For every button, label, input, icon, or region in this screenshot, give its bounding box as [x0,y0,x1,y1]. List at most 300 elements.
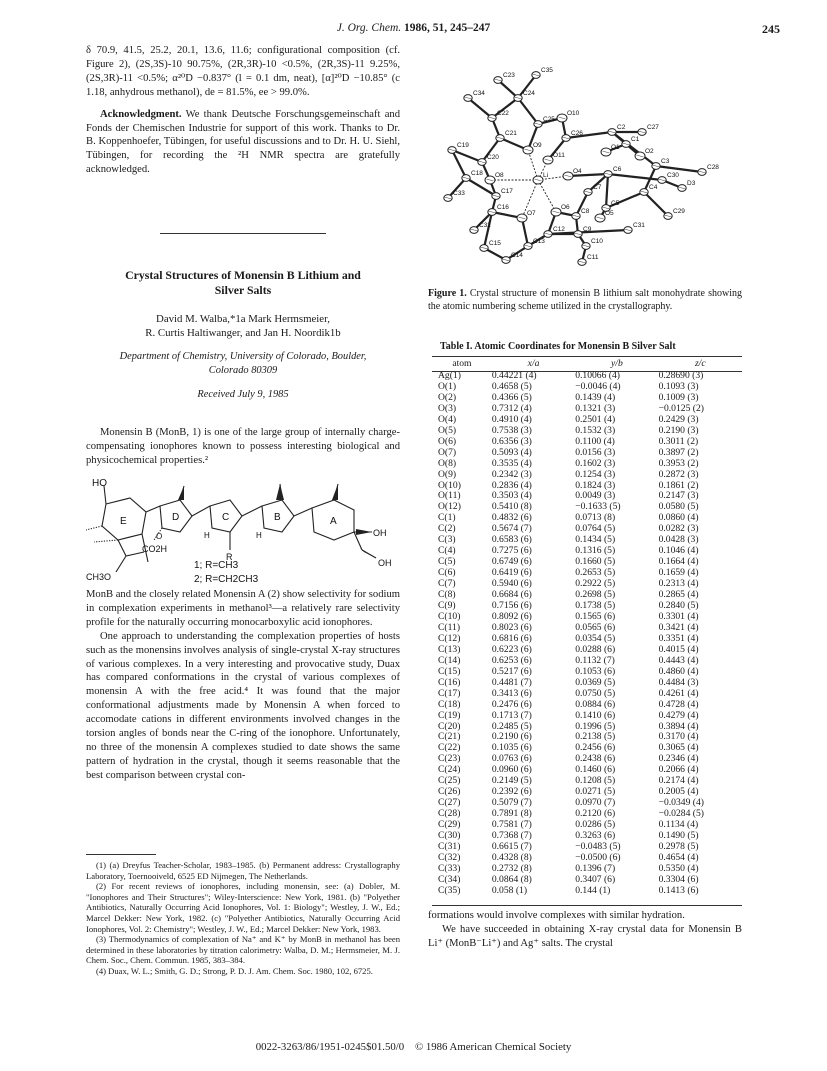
y-cell: −0.1633 (5) [575,501,621,513]
x-cell: 0.6749 (6) [491,556,532,568]
footnote-3: (3) Thermodynamics of complexation of Na⁺ and K⁺ by MonB in methanol has been determined in these laboratories by titration calorimetry: Walba, D. M.; Hermsmeier, M. J. Chem. Soc., Chem. Commun. 1985, 383–384. [86,934,400,966]
atom-cell: C(25) [438,775,461,787]
x-cell: 0.6356 (3) [491,435,532,447]
atom-label: C19 [457,142,469,149]
z-cell: 0.4860 (4) [658,665,699,677]
bond-Li-O9 [528,150,538,180]
h-label-2: H [256,531,262,540]
table-row [432,459,742,470]
atom-label: O2 [645,148,654,155]
bond-C6-C5 [606,174,608,208]
z-cell: 0.1413 (6) [658,884,699,896]
bond-C3-C28 [656,166,702,172]
figure-caption-text: Crystal structure of monensin B lithium salt monohydrate showing the atomic numbering scheme utilized in the crystallography. [428,288,742,312]
x-cell: 0.2342 (3) [491,468,532,480]
atom-label: Li [543,172,549,179]
y-cell: 0.2922 (5) [575,578,616,590]
atom-cell: C(21) [438,731,461,743]
z-cell: 0.3897 (2) [658,446,699,458]
atom-cell: C(18) [438,698,461,710]
z-cell: 0.2872 (3) [658,468,699,480]
col-x: x/a [527,357,540,369]
author-list: David M. Walba,*1a Mark Hermsmeier, R. Curtis Haltiwanger, and Jan H. Noordik1b [145,313,341,339]
selectivity-paragraph: MonB and the closely related Monensin A (2) show selectivity for sodium in complexation experiments in methanol³—a relatively rare selectivity profile for the naturally occurring monocarboxylic acid ionophores. [86,589,400,628]
z-cell: 0.4654 (4) [658,851,699,863]
atom-label: O6 [561,204,570,211]
z-cell: 0.1659 (4) [658,567,699,579]
atom-cell: O(10) [438,479,461,491]
ring-b-label: B [274,512,281,523]
ring-a-label: A [330,516,337,527]
x-cell: 0.44221 (4) [491,370,537,381]
atom-cell: C(27) [438,797,461,809]
atom-cell: C(33) [438,862,461,874]
atom-cell: C(19) [438,709,461,721]
atom-label: C24 [523,90,535,97]
x-cell: 0.2149 (5) [491,775,532,787]
bond-C24-C25 [518,98,538,124]
atom-cell: C(29) [438,819,461,831]
figure-caption [428,288,742,313]
atom-cell: Ag(1) [438,370,461,381]
body-text-right [428,909,742,951]
x-cell: 0.3535 (4) [491,457,532,469]
x-cell: 0.7156 (6) [491,600,532,612]
atom-cell: C(20) [438,720,461,732]
y-cell: 0.0970 (7) [575,797,616,809]
table-bottom-rule [432,905,742,906]
atom-label: O5 [605,210,614,217]
y-cell: 0.1824 (3) [575,479,616,491]
col-z: z/c [694,357,706,369]
z-cell: 0.3170 (4) [658,731,699,743]
y-cell: 0.0764 (5) [575,523,616,535]
atom-cell: O(7) [438,446,457,458]
y-cell: 0.3407 (6) [575,873,616,885]
atom-label: C16 [497,204,509,211]
y-cell: 0.0286 (5) [575,819,616,831]
y-cell: 0.0713 (8) [575,512,616,524]
z-cell: 0.2147 (3) [658,490,699,502]
y-cell: 0.1996 (5) [575,720,616,732]
z-cell: 0.1093 (3) [658,380,699,392]
x-cell: 0.5410 (8) [491,501,532,513]
y-cell: 0.2438 (6) [575,753,616,765]
x-cell: 0.4328 (8) [491,851,532,863]
y-cell: 0.0884 (6) [575,698,616,710]
atom-label: C1 [631,136,640,143]
x-cell: 0.8092 (6) [491,610,532,622]
table-header-row [432,357,742,371]
section-divider [160,233,326,234]
ring-d-oxygen: O [156,532,163,541]
atom-cell: C(17) [438,687,461,699]
atom-label: C27 [647,124,659,131]
atom-cell: C(35) [438,884,461,896]
x-cell: 0.6583 (6) [491,534,532,546]
z-cell: 0.1134 (4) [658,819,699,831]
z-cell: 0.1046 (4) [658,545,699,557]
structure-svg [86,476,400,586]
atom-cell: C(34) [438,873,461,885]
x-cell: 0.7312 (4) [491,402,532,414]
bond-C22-C34 [468,98,492,118]
x-cell: 0.4366 (5) [491,391,532,403]
coordinates-table [432,357,742,897]
bond-C4-C29 [644,192,668,216]
y-cell: 0.1208 (5) [575,775,616,787]
xray-paragraph: We have succeeded in obtaining X-ray crystal data for Monensin B Li⁺ (MonB⁻Li⁺) and Ag⁺ salts. The crystal [428,923,742,949]
atom-cell: C(4) [438,545,456,557]
col-y: y/b [611,357,623,369]
atom-label: C18 [471,170,483,177]
hydration-paragraph: formations would involve complexes with similar hydration. [428,910,685,921]
acknowledgment-heading: Acknowledgment. [100,108,182,120]
figure-caption-label: Figure 1. [428,288,467,299]
atom-label: O9 [533,142,542,149]
coordinates-table-wrap [432,357,742,897]
y-cell: 0.2501 (4) [575,413,616,425]
z-cell: 0.3301 (4) [658,610,699,622]
y-cell: 0.3263 (6) [575,830,616,842]
y-cell: 0.10066 (4) [575,370,620,381]
x-cell: 0.6615 (7) [491,840,532,852]
x-cell: 0.4910 (4) [491,413,532,425]
atom-label: C35 [541,67,553,74]
y-cell: 0.2698 (5) [575,589,616,601]
atom-label: C10 [591,238,603,245]
x-cell: 0.6684 (6) [491,589,532,601]
atom-label: C32 [479,222,491,229]
footnote-divider [86,854,156,855]
atom-label: C6 [613,166,622,173]
y-cell: 0.1396 (7) [575,862,616,874]
y-cell: 0.1660 (5) [575,556,616,568]
bond-Li-O6 [538,180,556,212]
y-cell: 0.2120 (6) [575,808,616,820]
atom-cell: C(5) [438,556,456,568]
atom-label: C23 [503,72,515,79]
crystal-structure-figure [430,40,742,280]
y-cell: 0.0288 (6) [575,643,616,655]
x-cell: 0.7538 (3) [491,424,532,436]
x-cell: 0.3503 (4) [491,490,532,502]
y-cell: 0.1439 (4) [575,391,616,403]
y-cell: 0.0354 (5) [575,632,616,644]
atom-label: C33 [453,190,465,197]
ring-d-label: D [172,512,180,523]
table-row [432,711,742,722]
z-cell: 0.3894 (4) [658,720,699,732]
y-cell: 0.2138 (5) [575,731,616,743]
y-cell: 0.2653 (5) [575,567,616,579]
y-cell: 0.1460 (6) [575,764,616,776]
atom-cell: C(30) [438,830,461,842]
atom-cell: C(32) [438,851,461,863]
x-cell: 0.4658 (5) [491,380,532,392]
r-label: R [226,552,233,562]
atom-cell: C(14) [438,654,461,666]
ring-e-label: E [120,516,127,527]
y-cell: 0.144 (1) [575,884,611,896]
atom-cell: O(11) [438,490,461,502]
atom-cell: C(31) [438,840,461,852]
z-cell: 0.2313 (4) [658,578,699,590]
atom-label: C31 [633,222,645,229]
affiliation: Department of Chemistry, University of Colorado, Boulder, Colorado 80309 [119,351,367,376]
x-cell: 0.6419 (6) [491,567,532,579]
y-cell: 0.2456 (6) [575,742,616,754]
x-cell: 0.7275 (6) [491,545,532,557]
x-cell: 0.7891 (8) [491,808,532,820]
atom-cell: C(22) [438,742,461,754]
table-title: Table I. Atomic Coordinates for Monensin B Silver Salt [440,341,676,352]
atom-label: O4 [573,168,582,175]
z-cell: 0.5350 (4) [658,862,699,874]
y-cell: 0.0049 (3) [575,490,616,502]
atom-cell: C(11) [438,621,461,633]
x-cell: 0.6223 (6) [491,643,532,655]
article-code: 0022-3263/86/1951-0245$01.50/0 [255,1041,405,1053]
atom-cell: C(6) [438,567,456,579]
atom-cell: C(15) [438,665,461,677]
article-header [86,268,400,402]
z-cell: 0.2346 (4) [658,753,699,765]
atom-label: C22 [497,110,509,117]
z-cell: 0.1861 (2) [658,479,699,491]
atom-cell: C(1) [438,512,456,524]
atom-label: C26 [571,130,583,137]
z-cell: 0.3351 (4) [658,632,699,644]
atom-label: C9 [583,226,592,233]
atom-cell: C(13) [438,643,461,655]
y-cell: −0.0046 (4) [575,380,621,392]
z-cell: 0.2190 (3) [658,424,699,436]
table-row [432,470,742,481]
footnotes [86,860,400,977]
atom-cell: C(10) [438,610,461,622]
table-row [432,700,742,711]
z-cell: 0.0860 (4) [658,512,699,524]
table-row [432,886,742,897]
page-footer [0,1041,827,1053]
atom-label: D3 [687,180,696,187]
atom-label: C20 [487,154,499,161]
atom-cell: O(3) [438,402,457,414]
table-header-rule [432,371,742,372]
atom-cell: C(23) [438,753,461,765]
journal-name: J. Org. Chem. [336,22,402,34]
y-cell: 0.1316 (5) [575,545,616,557]
z-cell: 0.2005 (4) [658,786,699,798]
col-atom: atom [452,357,472,369]
z-cell: 0.2066 (4) [658,764,699,776]
x-cell: 0.5940 (6) [491,578,532,590]
ho-label: HO [92,478,107,489]
approach-paragraph: One approach to understanding the complexation properties of hosts such as the monensins involves analysis of single-crystal X-ray structures of various complexes. In a very interesting and provocative study, Duax has compared conformations in the crystal of various complexes of monensin A with the free acid.⁴ It was found that the major conformational adjustments made by Monensin A when forced to accomodate cations in different environments involved changes in the torsion angles of bonds near the C-ring of the ionophore. Unfortunately, no three of the monensin A complexes studied to date shows the same pattern of hydration in the crystal, though it seems reasonable that the best comparison between crystal con- [86,630,400,781]
received-date: Received July 9, 1985 [197,389,289,401]
footnote-4: (4) Duax, W. L.; Smith, G. D.; Strong, P. D. J. Am. Chem. Soc. 1980, 102, 6725. [96,965,373,976]
atom-cell: O(2) [438,391,457,403]
page-number: 245 [762,22,780,36]
table-row [432,448,742,459]
atom-label: C5 [611,200,620,207]
y-cell: 0.1132 (7) [575,654,615,666]
z-cell: 0.1009 (3) [658,391,699,403]
atom-cell: O(6) [438,435,457,447]
atom-cell: C(24) [438,764,461,776]
y-cell: 0.0156 (3) [575,446,616,458]
x-cell: 0.058 (1) [491,884,528,896]
table-body [432,371,742,897]
x-cell: 0.4832 (6) [491,512,532,524]
x-cell: 0.2732 (8) [491,862,532,874]
monensin-structure-diagram [86,476,400,586]
x-cell: 0.4481 (7) [491,676,532,688]
x-cell: 0.0864 (8) [491,873,532,885]
atom-label: C29 [673,208,685,215]
z-cell: 0.4261 (4) [658,687,699,699]
footnote-2: (2) For recent reviews of ionophores, including monensin, see: (a) Dobler, M. "Ionophores and Their Structures"; Wiley-Interscience: New York, 1981. (b) "Polyether Antibiotics, Naturally Occurring Acid Ionophores, Vol. 1: Biology"; Westley, J. W., Ed.; Marcel Dekker: New York, 1982. (c) "Polyether Antibiotics, Naturally Occurring Acid Ionophores, Vol. 2: Chemistry"; Westley, J. W., Ed.; Marcel Dekker: New York, 1983. [86,881,400,934]
z-cell: 0.1664 (4) [658,556,699,568]
z-cell: 0.4728 (4) [658,698,699,710]
y-cell: 0.1254 (3) [575,468,616,480]
atom-label: C25 [543,116,555,123]
atom-cell: C(8) [438,589,456,601]
z-cell: 0.0580 (5) [658,501,699,513]
x-cell: 0.8023 (6) [491,621,532,633]
z-cell: 0.3953 (2) [658,457,699,469]
table-row [432,678,742,689]
x-cell: 0.7581 (7) [491,819,532,831]
atom-label: O11 [553,152,565,159]
z-cell: 0.2174 (4) [658,775,699,787]
copyright: © 1986 American Chemical Society [414,1041,572,1053]
acknowledgment-body: We thank Deutsche Forschungsgemeinschaft and Fonds der Chemischen Industrie for support of this work. Thanks to Dr. B. Koppenhoefer, Tübingen, for useful discussions and to Dr. H. U. Siehl, Tübingen, for recording the ²H NMR spectra are gratefully acknowledged. [86,108,400,176]
atom-label: C34 [473,90,485,97]
atom-label: C4 [649,184,658,191]
atom-label: C12 [553,226,565,233]
atom-label: C2 [617,124,626,131]
atom-label: C7 [593,184,602,191]
running-header [0,22,827,34]
z-cell: 0.3421 (4) [658,621,699,633]
atom-label: O10 [567,110,580,117]
atom-cell: C(2) [438,523,456,535]
y-cell: 0.1321 (3) [575,402,616,414]
atom-cell: C(28) [438,808,461,820]
compound-1-label: 1; R=CH3 [194,560,239,571]
atom-label: O1 [611,144,620,151]
intro-section [86,426,400,468]
y-cell: 0.0369 (5) [575,676,616,688]
atom-cell: O(5) [438,424,457,436]
x-cell: 0.5217 (6) [491,665,532,677]
z-cell: 0.4484 (3) [658,676,699,688]
x-cell: 0.0763 (6) [491,753,532,765]
spectral-data-paragraph: δ 70.9, 41.5, 25.2, 20.1, 13.6, 11.6; configurational composition (cf. Figure 2), (2S,3S)-10 90.75%, (2R,3R)-10 <0.5%, (2R,3S)-11 9.25%, (2S,3R)-11 <0.5%; α²⁰D −0.837° (l = 0.1 dm, neat), [α]²⁰D −10.85° (c 1.18, anhydrous methanol), de = 81.5%, ee > 99.0%. [86,45,400,98]
ch3o-label: CH3O [86,572,112,582]
x-cell: 0.1713 (7) [491,709,532,721]
oh-label-1: OH [373,528,387,538]
x-cell: 0.2485 (5) [491,720,532,732]
y-cell: 0.1434 (5) [575,534,616,546]
y-cell: 0.1100 (4) [575,435,615,447]
left-column-top [86,44,400,177]
z-cell: −0.0349 (4) [658,797,704,809]
x-cell: 0.6253 (6) [491,654,532,666]
atom-label: C17 [501,188,513,195]
atom-label: C15 [489,240,501,247]
x-cell: 0.7368 (7) [491,830,532,842]
atom-label: C30 [667,172,679,179]
z-cell: 0.1490 (5) [658,830,699,842]
y-cell: 0.1053 (6) [575,665,616,677]
article-title: Crystal Structures of Monensin B Lithium and Silver Salts [125,268,361,297]
z-cell: 0.4015 (4) [658,643,699,655]
z-cell: −0.0284 (5) [658,808,704,820]
body-text-left [86,588,400,783]
oh-label-2: OH [378,558,392,568]
atom-cell: C(3) [438,534,456,546]
x-cell: 0.1035 (6) [491,742,532,754]
intro-paragraph: Monensin B (MonB, 1) is one of the large group of internally charge-compensating ionophores known to possess interesting biological and physicochemical properties.² [86,427,400,466]
y-cell: −0.0483 (5) [575,840,621,852]
z-cell: 0.2865 (4) [658,589,699,601]
y-cell: 0.0271 (5) [575,786,616,798]
y-cell: 0.1532 (3) [575,424,616,436]
y-cell: 0.0565 (6) [575,621,616,633]
h-label-1: H [204,531,210,540]
y-cell: 0.1410 (6) [575,709,616,721]
y-cell: 0.1565 (6) [575,610,616,622]
atom-label: C3 [661,158,670,165]
atom-label: O7 [527,210,536,217]
y-cell: −0.0500 (6) [575,851,621,863]
x-cell: 0.5093 (4) [491,446,532,458]
x-cell: 0.3413 (6) [491,687,532,699]
atom-label: C21 [505,130,517,137]
x-cell: 0.2476 (6) [491,698,532,710]
x-cell: 0.2836 (4) [491,479,532,491]
z-cell: 0.4279 (4) [658,709,699,721]
z-cell: 0.4443 (4) [658,654,699,666]
y-cell: 0.0750 (5) [575,687,616,699]
z-cell: 0.2978 (5) [658,840,699,852]
z-cell: 0.0282 (3) [658,523,699,535]
y-cell: 0.1738 (5) [575,600,616,612]
atom-cell: O(1) [438,380,457,392]
z-cell: 0.28690 (3) [658,370,704,381]
z-cell: −0.0125 (2) [658,402,704,414]
atom-cell: C(7) [438,578,456,590]
x-cell: 0.2190 (6) [491,731,532,743]
atom-label: C28 [707,164,719,171]
z-cell: 0.3065 (4) [658,742,699,754]
x-cell: 0.5674 (7) [491,523,532,535]
atom-cell: O(9) [438,468,457,480]
journal-volume: 1986, 51, 245–247 [404,22,491,34]
atom-label: C11 [587,254,599,261]
atom-label: O8 [495,172,504,179]
x-cell: 0.6816 (6) [491,632,532,644]
z-cell: 0.2840 (5) [658,600,699,612]
ortep-drawing [430,40,742,280]
x-cell: 0.2392 (6) [491,786,532,798]
z-cell: 0.3304 (6) [658,873,699,885]
z-cell: 0.0428 (3) [658,534,699,546]
atom-label: C8 [581,208,590,215]
